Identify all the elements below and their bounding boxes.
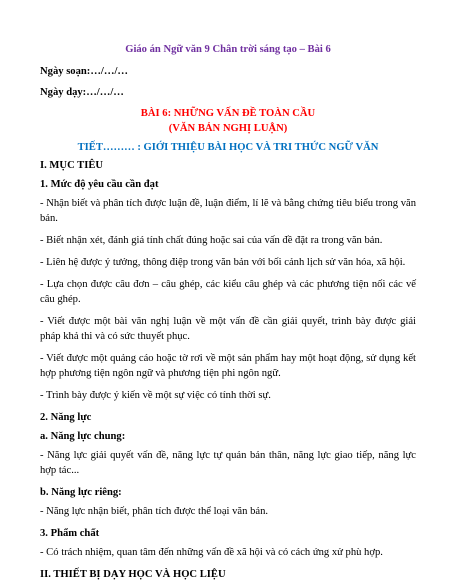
- requirement-item: - Nhận biết và phân tích được luận đề, luận điểm, lí lẽ và bằng chứng tiêu biểu trong văn bản.: [40, 198, 416, 224]
- subsection-heading-qualities: 3. Phẩm chất: [40, 528, 100, 539]
- requirement-item: - Trình bày được ý kiến về một sự việc có tính thời sự.: [40, 390, 271, 401]
- section-heading-objectives: I. MỤC TIÊU: [40, 160, 104, 171]
- general-competence-heading: a. Năng lực chung:: [40, 431, 126, 442]
- teaching-date: Ngày dạy:…/…/…: [40, 87, 124, 98]
- lesson-subtitle: (VĂN BẢN NGHỊ LUẬN): [168, 123, 288, 134]
- preparation-date: Ngày soạn:…/…/…: [40, 66, 128, 77]
- specific-competence-heading: b. Năng lực riêng:: [40, 487, 122, 498]
- subsection-heading-requirements: 1. Mức độ yêu cầu cần đạt: [40, 179, 159, 190]
- lesson-title: BÀI 6: NHỮNG VẤN ĐỀ TOÀN CẦU: [140, 108, 316, 119]
- subsection-heading-competence: 2. Năng lực: [40, 412, 92, 423]
- qualities-text: - Có trách nhiệm, quan tâm đến những vấn đề xã hội và có cách ứng xử phù hợp.: [40, 547, 383, 558]
- specific-competence-text: - Năng lực nhận biết, phân tích được thể loại văn bản.: [40, 506, 269, 517]
- requirement-item: - Viết được một quảng cáo hoặc tờ rơi về một sản phẩm hay một hoạt động, sử dụng kết hợp phương tiện ngôn ngữ và phương tiện phi ngôn ngữ.: [40, 353, 416, 379]
- section-heading-equipment: II. THIẾT BỊ DẠY HỌC VÀ HỌC LIỆU: [40, 569, 226, 580]
- general-competence-text: - Năng lực giải quyết vấn đề, năng lực tự quản bản thân, năng lực giao tiếp, năng lực hợp tác...: [40, 450, 416, 476]
- requirement-item: - Viết được một bài văn nghị luận về một vấn đề cần giải quyết, trình bày được giải pháp khả thi và có sức thuyết phục.: [40, 316, 416, 342]
- requirement-item: - Liên hệ được ý tưởng, thông điệp trong văn bản với bối cảnh lịch sử văn hóa, xã hội.: [40, 257, 406, 268]
- lesson-period: TIẾT……… : GIỚI THIỆU BÀI HỌC VÀ TRI THỨC NGỮ VĂN: [77, 142, 379, 153]
- requirement-item: - Lựa chọn được câu đơn – câu ghép, các kiểu câu ghép và các phương tiện nối các vế câu ghép.: [40, 279, 416, 305]
- document-header: Giáo án Ngữ văn 9 Chân trời sáng tạo – Bài 6: [125, 44, 331, 55]
- requirement-item: - Biết nhận xét, đánh giá tính chất đúng hoặc sai của vấn đề đặt ra trong văn bản.: [40, 235, 383, 246]
